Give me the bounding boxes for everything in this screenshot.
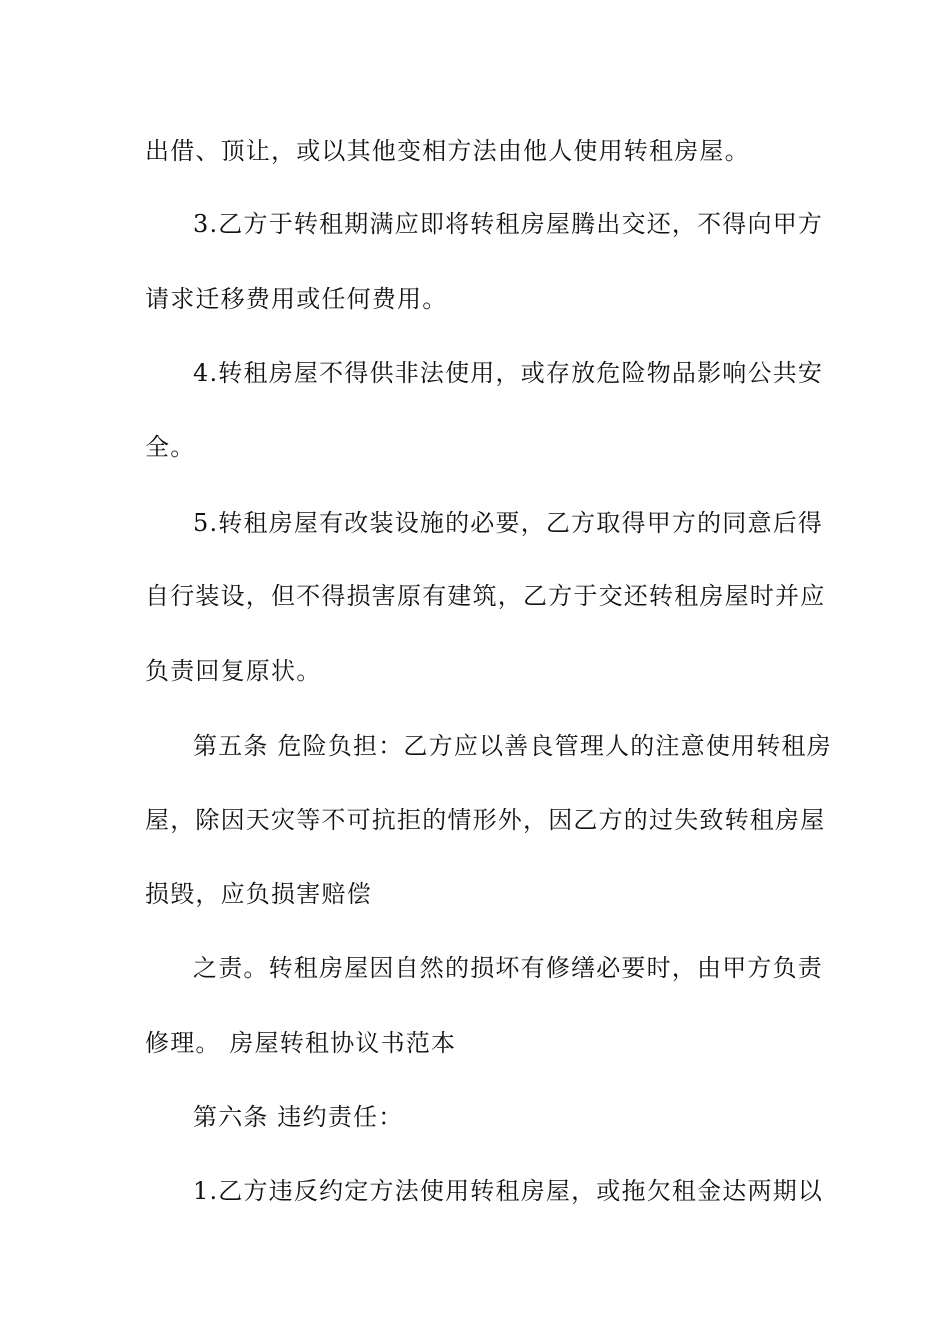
text-line: 出借、顶让，或以其他变相方法由他人使用转租房屋。 (145, 137, 750, 165)
text-line: 损毁，应负损害赔偿 (145, 880, 372, 908)
text-line: 修理。 房屋转租协议书范本 (145, 1029, 457, 1057)
text-line: 4.转租房屋不得供非法使用，或存放危险物品影响公共安 (193, 359, 824, 387)
text-line: 第五条 危险负担：乙方应以善良管理人的注意使用转租房 (193, 732, 832, 760)
text-line: 请求迁移费用或任何费用。 (145, 285, 448, 313)
text-line: 负责回复原状。 (145, 657, 322, 685)
text-line: 3.乙方于转租期满应即将转租房屋腾出交还，不得向甲方 (193, 210, 824, 238)
text-line: 屋，除因天灾等不可抗拒的情形外，因乙方的过失致转租房屋 (145, 806, 826, 834)
text-line: 1.乙方违反约定方法使用转租房屋，或拖欠租金达两期以 (193, 1177, 824, 1205)
text-line: 5.转租房屋有改装设施的必要，乙方取得甲方的同意后得 (193, 509, 824, 537)
text-line: 全。 (145, 433, 196, 461)
text-line: 之责。转租房屋因自然的损坏有修缮必要时，由甲方负责 (193, 954, 823, 982)
text-line: 自行装设，但不得损害原有建筑，乙方于交还转租房屋时并应 (145, 582, 826, 610)
text-line: 第六条 违约责任： (193, 1103, 404, 1131)
